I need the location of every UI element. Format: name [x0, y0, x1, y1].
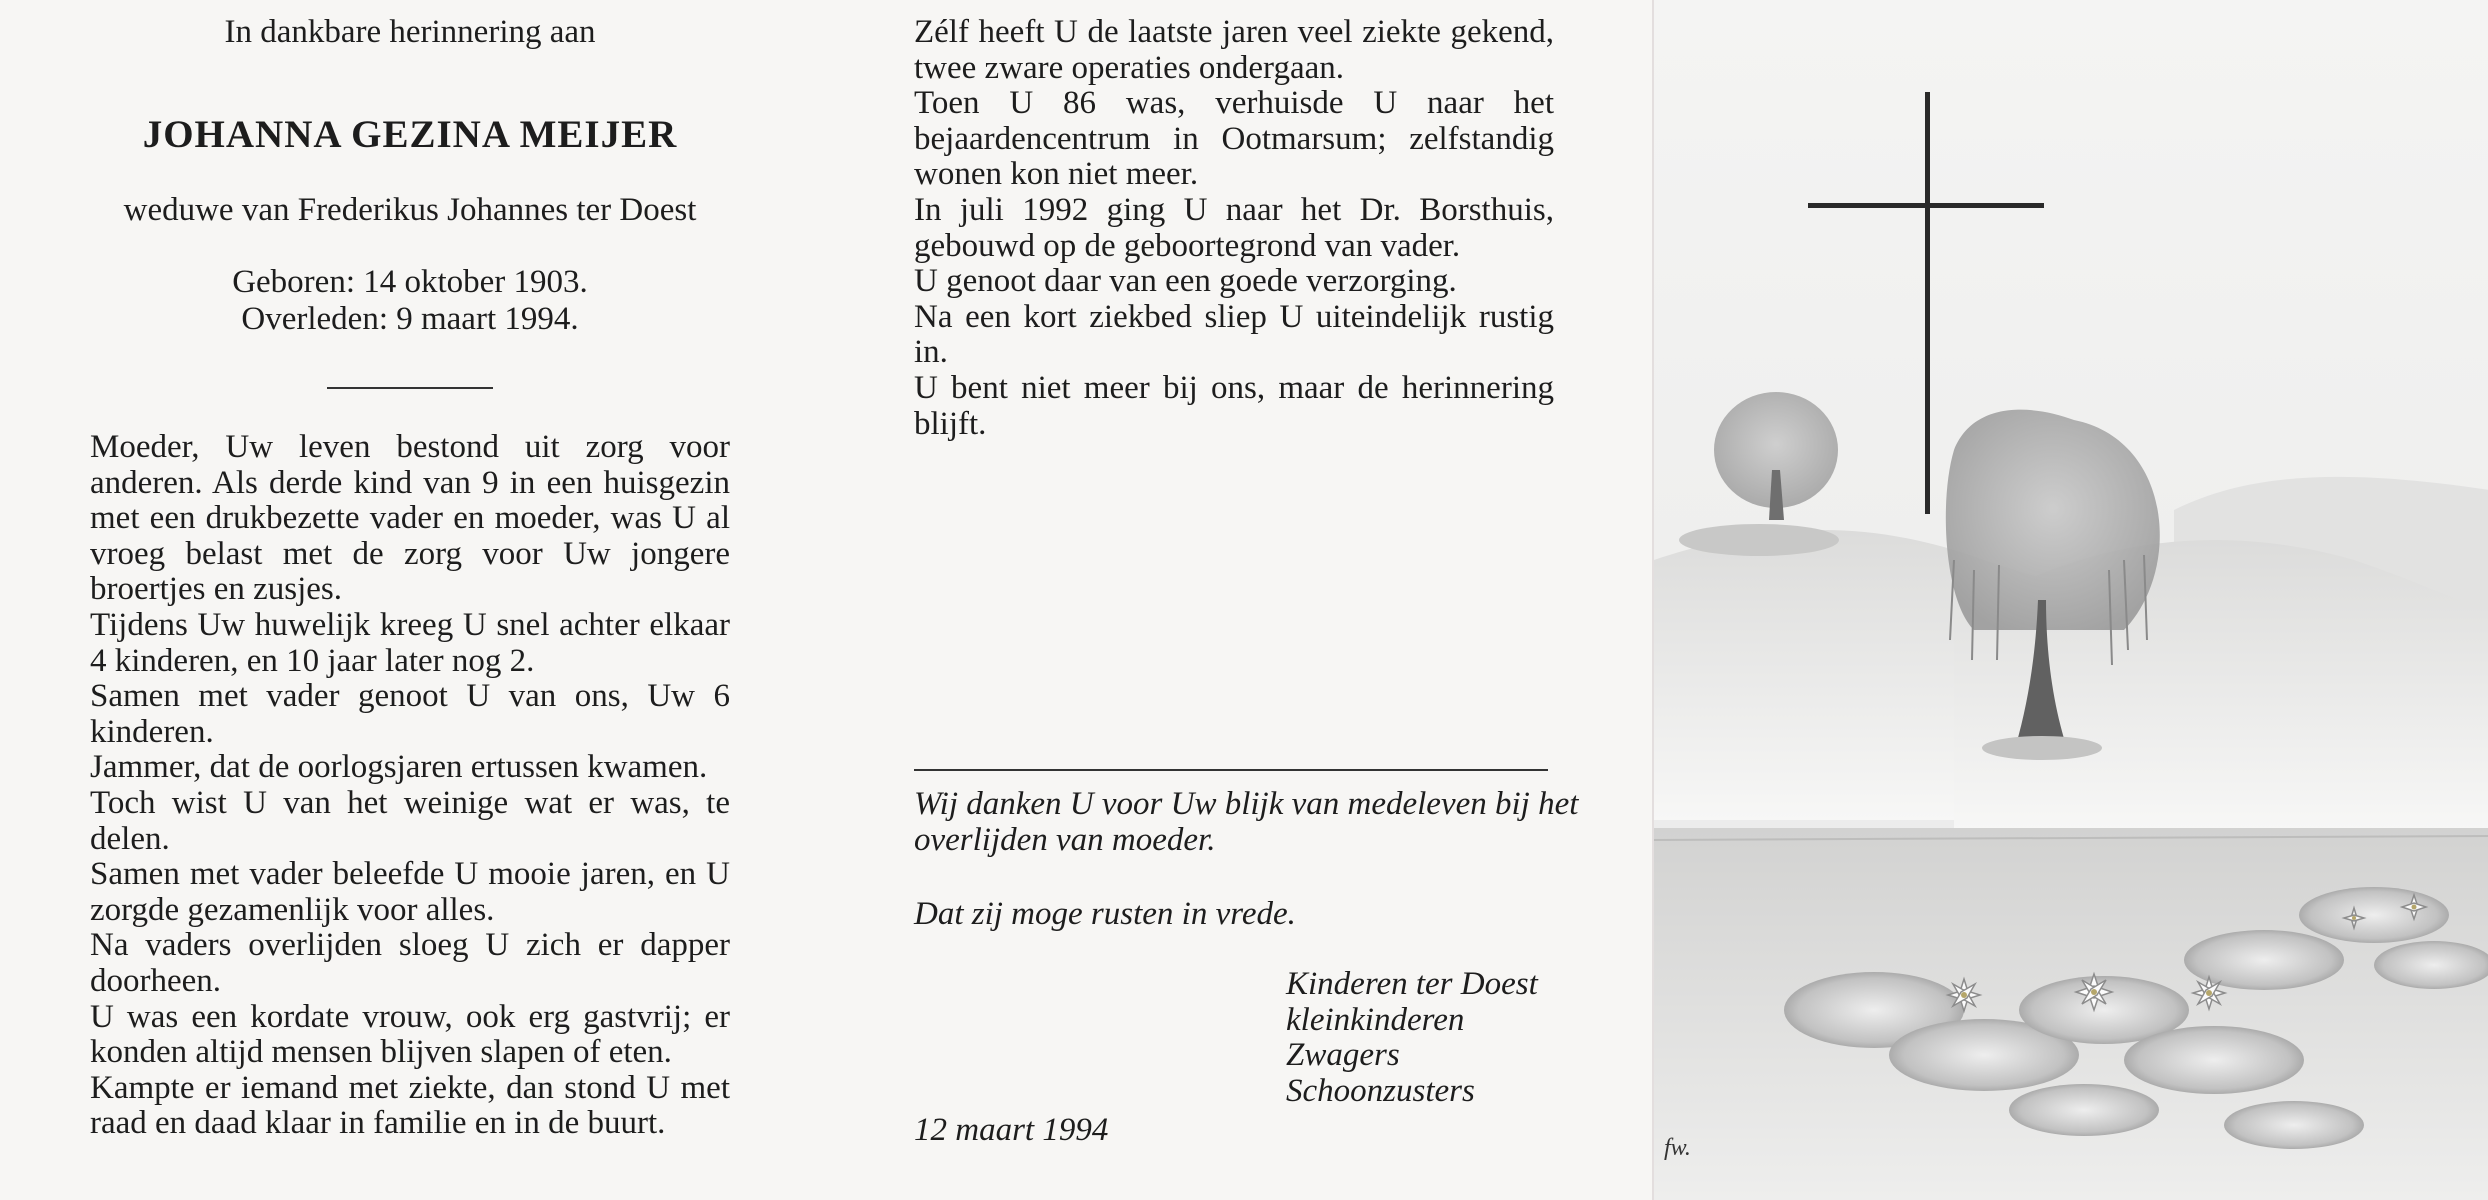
intro-text: In dankbare herinnering aan [224, 14, 596, 50]
paragraph: U bent niet meer bij ons, maar de herinnering blijft. [914, 369, 1554, 442]
paragraph: Moeder, Uw leven bestond uit zorg voor anderen. Als derde kind van 9 in een huisgezin met een drukbezette vader en moeder, was U al vroeg belast met de zorg voor Uw jongere broertjes en zusjes. [90, 429, 730, 608]
paragraph: Samen met vader genoot U van ons, Uw 6 kinderen. [90, 678, 730, 750]
paragraph: Samen met vader beleefde U mooie jaren, en U zorgde gezamenlijk voor alles. [90, 856, 730, 928]
widow-of-text: weduwe van Frederikus Johannes ter Doest [123, 192, 697, 228]
left-panel [0, 0, 820, 1200]
signers-list [1286, 967, 1586, 1109]
paragraph: Toen U 86 was, verhuisde U naar het bejaardencentrum in Ootmarsum; zelfstandig wonen kon niet meer. [914, 85, 1554, 193]
artist-signature: fw. [1664, 1135, 1691, 1161]
paragraph: Zélf heeft U de laatste jaren veel ziekte gekend, twee zware operaties ondergaan. [914, 14, 1554, 86]
signer: Schoonzusters [1286, 1072, 1475, 1109]
paragraph: U genoot daar van een goede verzorging. [914, 263, 1457, 300]
divider-long [914, 769, 1548, 771]
paragraph: U was een kordate vrouw, ook erg gastvrij; er konden altijd mensen blijven slapen of eten. [90, 998, 730, 1071]
signer: Zwagers [1286, 1037, 1400, 1074]
signer: Kinderen ter Doest [1286, 966, 1538, 1002]
paragraph: In juli 1992 ging U naar het Dr. Borsthuis, gebouwd op de geboortegrond van vader. [914, 191, 1554, 264]
divider-short [327, 387, 493, 389]
birth-date: Geboren: 14 oktober 1903. [232, 264, 588, 300]
memorial-text-right [914, 15, 1554, 442]
life-dates [0, 264, 820, 338]
paragraph: Tijdens Uw huwelijk kreeg U snel achter elkaar 4 kinderen, en 10 jaar later nog 2. [90, 606, 730, 679]
memorial-text-left [90, 430, 730, 1142]
card-date: 12 maart 1994 [914, 1112, 1109, 1148]
death-date: Overleden: 9 maart 1994. [241, 301, 579, 337]
paragraph: Kampte er iemand met ziekte, dan stond U met raad en daad klaar in familie en in de buurt. [90, 1069, 730, 1142]
paragraph: Na vaders overlijden sloeg U zich er dapper doorheen. [90, 927, 730, 999]
rest-in-peace-text: Dat zij moge rusten in vrede. [914, 896, 1296, 932]
middle-panel [850, 0, 1650, 1200]
paragraph: Na een kort ziekbed sliep U uiteindelijk rustig in. [914, 298, 1554, 371]
thanks-text: Wij danken U voor Uw blijk van medeleven bij het overlijden van moeder. [914, 786, 1579, 858]
signer: kleinkinderen [1286, 1001, 1465, 1038]
paragraph: Toch wist U van het weinige wat er was, te delen. [90, 784, 730, 857]
illustration-panel [1652, 0, 2488, 1200]
paragraph: Jammer, dat de oorlogsjaren ertussen kwamen. [90, 749, 708, 786]
deceased-name: JOHANNA GEZINA MEIJER [142, 113, 678, 156]
landscape-illustration [1654, 0, 2488, 1200]
